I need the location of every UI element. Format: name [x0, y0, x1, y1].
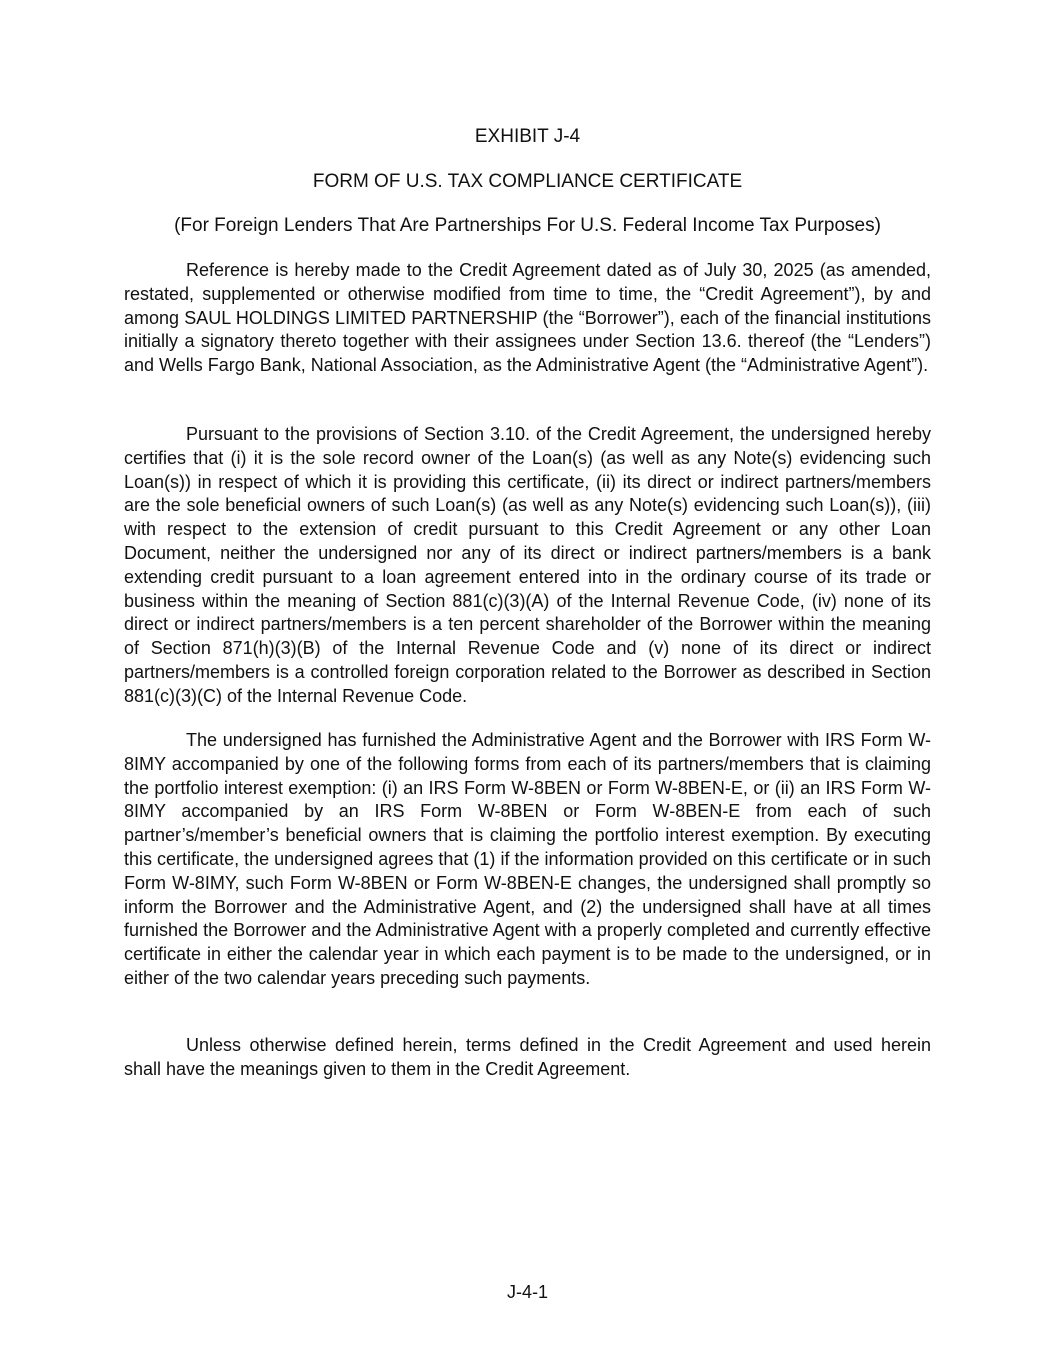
paragraph-certification: Pursuant to the provisions of Section 3.10. of the Credit Agreement, the undersigned hereby certifies that (i) it is the sole record owner of the Loan(s) (as well as any Note(s) evidencing such Loan(s)) in respect of which it is providing this certificate, (ii) its direct or indirect partners/members are the sole beneficial owners of such Loan(s) (as well as any Note(s) evidencing such Loan(s)), (iii) with respect to the extension of credit pursuant to this Credit Agreement or any other Loan Document, neither the undersigned nor any of its direct or indirect partners/members is a bank extending credit pursuant to a loan agreement entered into in the ordinary course of its trade or business within the meaning of Section 881(c)(3)(A) of the Internal Revenue Code, (iv) none of its direct or indirect partners/members is a ten percent shareholder of the Borrower within the meaning of Section 871(h)(3)(B) of the Internal Revenue Code and (v) none of its direct or indirect partners/members is a controlled foreign corporation related to the Borrower as described in Section 881(c)(3)(C) of the Internal Revenue Code. — [124, 424, 931, 706]
form-subtitle: (For Foreign Lenders That Are Partnerships For U.S. Federal Income Tax Purposes) — [174, 215, 881, 236]
exhibit-title: EXHIBIT J-4 — [474, 126, 581, 147]
paragraph-reference: Reference is hereby made to the Credit Agreement dated as of July 30, 2025 (as amended, restated, supplemented or otherwise modified from time to time, the “Credit Agreement”), by and among SAUL HOLDINGS LIMITED PARTNERSHIP (the “Borrower”), each of the financial institutions initially a signatory thereto together with their assignees under Section 13.6. thereof (the “Lenders”) and Wells Fargo Bank, National Association, as the Administrative Agent (the “Administrative Agent”). — [124, 260, 931, 376]
page-number: J-4-1 — [506, 1282, 548, 1302]
paragraph-forms-furnished: The undersigned has furnished the Administrative Agent and the Borrower with IRS Form W-8IMY accompanied by one of the following forms from each of its partners/members that is claiming the portfolio interest exemption: (i) an IRS Form W-8BEN or Form W-8BEN-E, or (ii) an IRS Form W- 8IMY accompanied by an IRS Form W-8BEN or Form W-8BEN-E from each of such partner’s/member’s beneficial owners that is claiming the portfolio interest exemption. By executing this certificate, the undersigned agrees that (1) if the information provided on this certificate or in such Form W-8IMY, such Form W-8BEN or Form W-8BEN-E changes, the undersigned shall promptly so inform the Borrower and the Administrative Agent, and (2) the undersigned shall have at all times furnished the Borrower and the Administrative Agent with a properly completed and currently effective certificate in either the calendar year in which each payment is to be made to the undersigned, or in either of the two calendar years preceding such payments. — [124, 730, 931, 988]
form-title: FORM OF U.S. TAX COMPLIANCE CERTIFICATE — [312, 171, 743, 192]
paragraph-definitions: Unless otherwise defined herein, terms defined in the Credit Agreement and used herein shall have the meanings given to them in the Credit Agreement. — [124, 1035, 931, 1079]
